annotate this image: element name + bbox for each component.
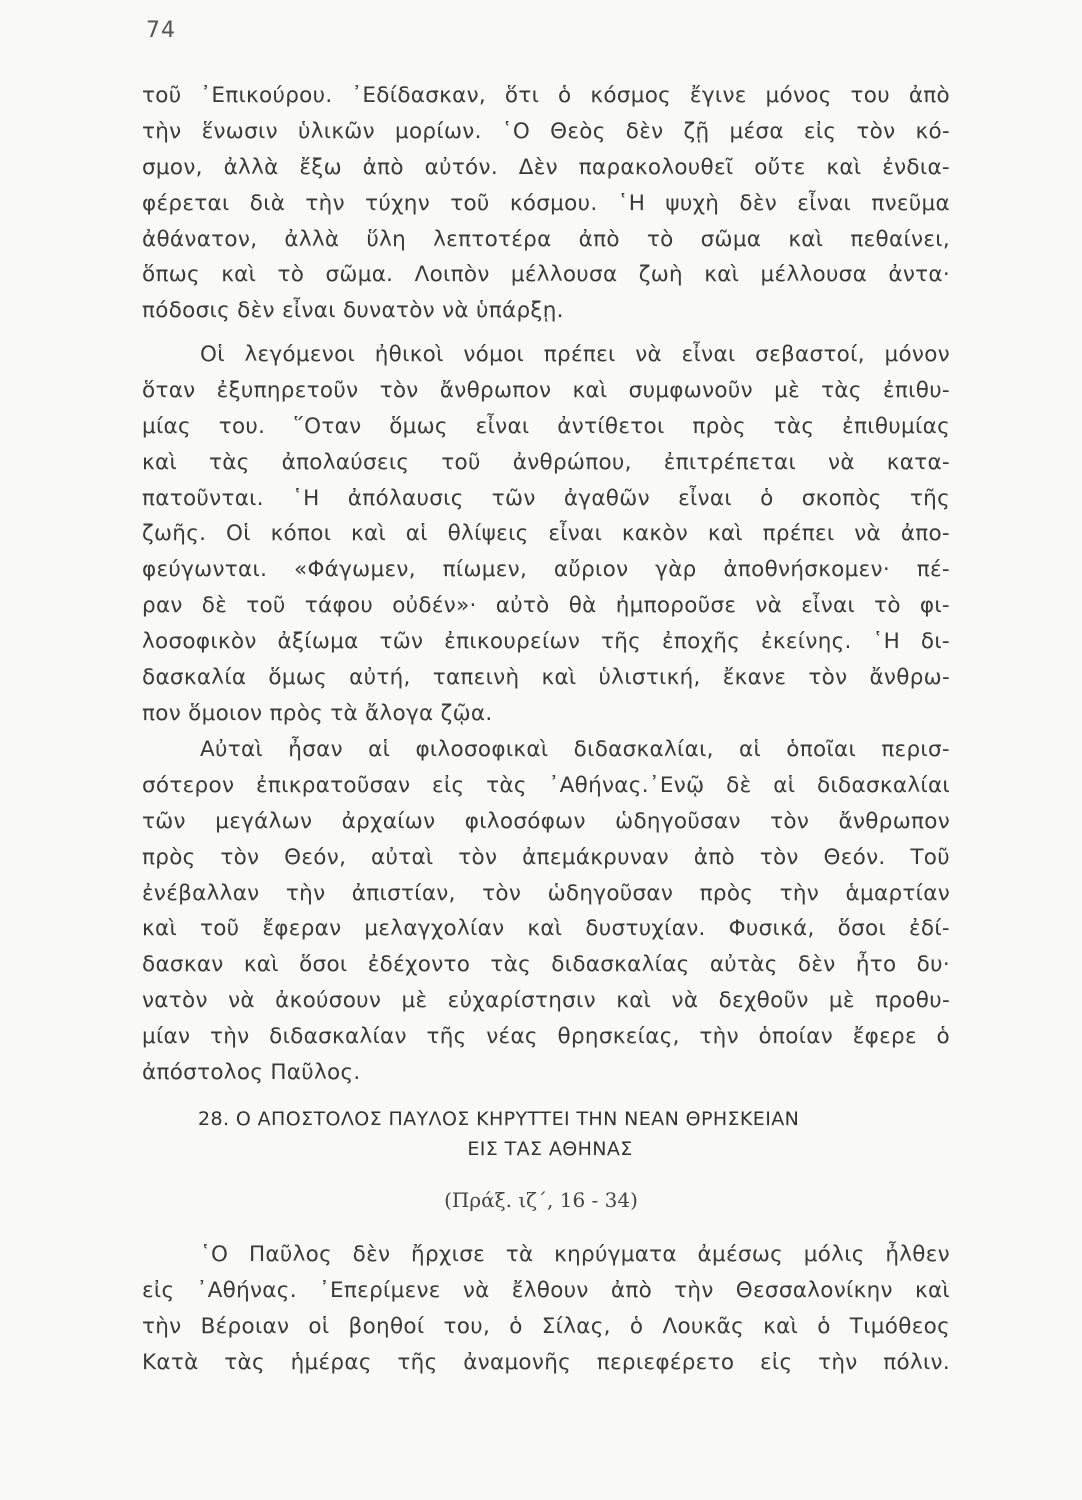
text-line: ἀπόστολος Παῦλος.	[142, 1060, 361, 1086]
text-line: ἀθάνατον, ἀλλὰ ὕλη λεπτοτέρα ἀπὸ τὸ σῶμα καὶ πεθαίνει,	[142, 226, 950, 252]
text-line: ραν δὲ τοῦ τάφου οὐδέν»· αὐτὸ θὰ ἠμποροῦσε νὰ εἶναι τὸ φι-	[142, 593, 950, 619]
text-line: τοῦ ᾿Επικούρου. ᾿Εδίδασκαν, ὅτι ὁ κόσμος ἔγινε μόνος του ἀπὸ	[142, 83, 950, 108]
text-line: τὴν ἕνωσιν ὑλικῶν μορίων. ῾Ο Θεὸς δὲν ζῇ μέσα εἰς τὸν κό-	[142, 118, 950, 144]
section-heading-line-1: 28. Ο ΑΠΟΣΤΟΛΟΣ ΠΑΥΛΟΣ ΚΗΡΥΤΤΕΙ ΤΗΝ ΝΕΑΝ ΘΡΗΣΚΕΙΑΝ	[198, 1108, 800, 1130]
text-line: πρὸς τὸν Θεόν, αὐταὶ τὸν ἀπεμάκρυναν ἀπὸ τὸν Θεόν. Τοῦ	[142, 844, 950, 870]
text-line: πατοῦνται. ῾Η ἀπόλαυσις τῶν ἀγαθῶν εἶναι ὁ σκοπὸς τῆς	[142, 485, 950, 511]
text-line: μίαν τὴν διδασκαλίαν τῆς νέας θρησκείας, τὴν ὁποίαν ἔφερε ὁ	[142, 1024, 950, 1050]
text-line: ζωῆς. Οἱ κόποι καὶ αἱ θλίψεις εἶναι κακὸν καὶ πρέπει νὰ ἀπο-	[142, 521, 950, 547]
text-line: πόδοσις δὲν εἶναι δυνατὸν νὰ ὑπάρξῃ.	[142, 298, 564, 324]
text-line: τὴν Βέροιαν οἱ βοηθοί του, ὁ Σίλας, ὁ Λουκᾶς καὶ ὁ Τιμόθεος	[142, 1313, 950, 1339]
text-line: ἐνέβαλλαν τὴν ἀπιστίαν, τὸν ὡδηγοῦσαν πρὸς τὴν ἁμαρτίαν	[142, 880, 950, 906]
paragraph-4	[142, 1237, 950, 1381]
paragraph-2	[142, 337, 950, 732]
text-line: λοσοφικὸν ἀξίωμα τῶν ἐπικουρείων τῆς ἐποχῆς ἐκείνης. ῾Η δι-	[142, 629, 950, 655]
text-line: ὅπως καὶ τὸ σῶμα. Λοιπὸν μέλλουσα ζωὴ καὶ μέλλουσα ἀντα·	[142, 262, 950, 288]
text-line: δασκαλία ὅμως αὐτή, ταπεινὴ καὶ ὑλιστική, ἔκανε τὸν ἄνθρω-	[142, 665, 950, 691]
text-line: Οἱ λεγόμενοι ἠθικοὶ νόμοι πρέπει νὰ εἶναι σεβαστοί, μόνον	[200, 342, 950, 367]
paragraph-3	[142, 732, 950, 1091]
text-line: ῾Ο Παῦλος δὲν ἤρχισε τὰ κηρύγματα ἀμέσως μόλις ἦλθεν	[200, 1242, 950, 1267]
text-line: νατὸν νὰ ἀκούσουν μὲ εὐχαρίστησιν καὶ νὰ δεχθοῦν μὲ προθυ-	[142, 988, 950, 1014]
text-line: Κατὰ τὰς ἡμέρας τῆς ἀναμονῆς περιεφέρετο εἰς τὴν πόλιν.	[142, 1349, 950, 1375]
text-line: σότερον ἐπικρατοῦσαν εἰς τὰς ᾿Αθήνας.᾿Ενῷ δὲ αἱ διδασκαλίαι	[142, 772, 950, 798]
text-line: δασκαν καὶ ὅσοι ἐδέχοντο τὰς διδασκαλίας αὐτὰς δὲν ἦτο δυ·	[142, 952, 950, 978]
scripture-reference: (Πράξ. ιζ΄, 16 - 34)	[444, 1188, 638, 1212]
text-line: πον ὅμοιον πρὸς τὰ ἄλογα ζῷα.	[142, 700, 493, 726]
text-line: καὶ τὰς ἀπολαύσεις τοῦ ἀνθρώπου, ἐπιτρέπεται νὰ κατα-	[142, 449, 950, 475]
text-line: μίας του. ῞Οταν ὅμως εἶναι ἀντίθετοι πρὸς τὰς ἐπιθυμίας	[142, 413, 950, 439]
text-line: τῶν μεγάλων ἀρχαίων φιλοσόφων ὡδηγοῦσαν τὸν ἄνθρωπον	[142, 808, 950, 834]
section-heading-line-2: ΕΙΣ ΤΑΣ ΑΘΗΝΑΣ	[467, 1138, 633, 1160]
text-line: σμον, ἀλλὰ ἔξω ἀπὸ αὐτόν. Δὲν παρακολουθεῖ οὔτε καὶ ἐνδια-	[142, 154, 950, 180]
page-number: 74	[146, 18, 176, 43]
text-line: φεύγωνται. «Φάγωμεν, πίωμεν, αὔριον γὰρ ἀποθνήσκομεν· πέ-	[142, 557, 950, 583]
text-line: φέρεται διὰ τὴν τύχην τοῦ κόσμου. ῾Η ψυχὴ δὲν εἶναι πνεῦμα	[142, 190, 950, 216]
paragraph-1	[142, 78, 950, 329]
text-line: Αὐταὶ ἦσαν αἱ φιλοσοφικαὶ διδασκαλίαι, αἱ ὁποῖαι περισ-	[200, 737, 950, 762]
text-line: εἰς ᾿Αθήνας. ᾿Επερίμενε νὰ ἔλθουν ἀπὸ τὴν Θεσσαλονίκην καὶ	[142, 1277, 950, 1303]
text-line: καὶ τοῦ ἔφεραν μελαγχολίαν καὶ δυστυχίαν. Φυσικά, ὅσοι ἐδί-	[142, 916, 950, 942]
text-line: ὅταν ἐξυπηρετοῦν τὸν ἄνθρωπον καὶ συμφωνοῦν μὲ τὰς ἐπιθυ-	[142, 377, 950, 403]
